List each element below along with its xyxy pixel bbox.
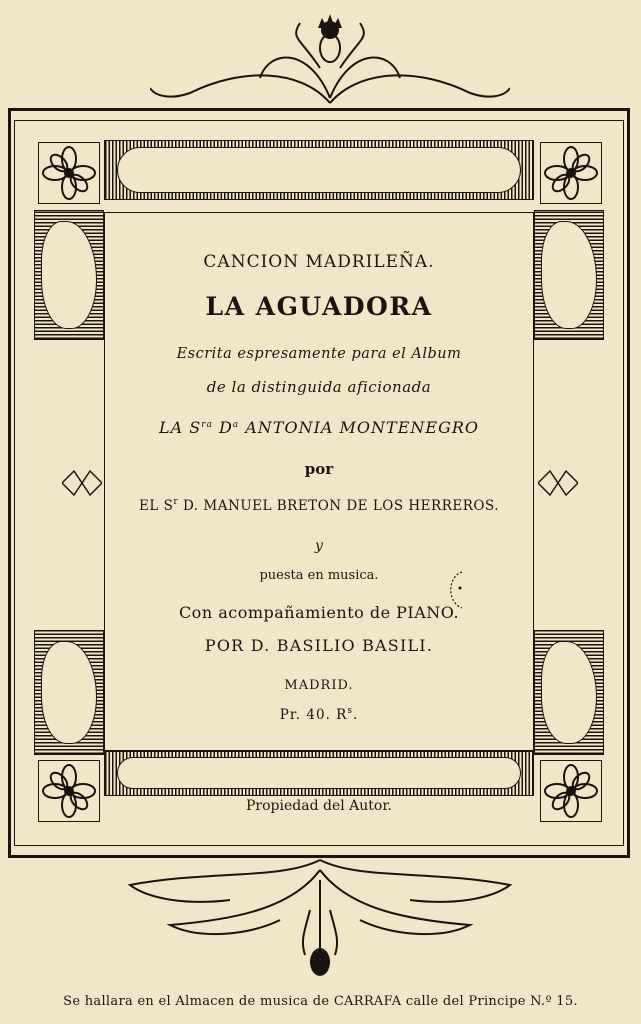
right-upper-panel — [534, 210, 604, 340]
dedication-line-1: Escrita espresamente para el Album — [176, 346, 462, 362]
footer-imprint: Se hallara en el Almacen de musica de CARRAFA calle del Principe N.º 15. — [63, 994, 578, 1009]
composer-line: POR D. BASILIO BASILI. — [204, 636, 434, 655]
city-label: MADRID. — [284, 678, 354, 693]
property-notice: Propiedad del Autor. — [246, 798, 392, 814]
right-lower-panel — [534, 630, 604, 755]
ink-stamp — [442, 568, 476, 612]
por-label: por — [304, 460, 334, 478]
flower-icon — [38, 760, 100, 822]
flower-icon — [540, 760, 602, 822]
conjunction: y — [315, 538, 323, 554]
left-lower-panel — [34, 630, 104, 755]
top-ornament-band — [104, 140, 534, 200]
bottom-ornament-band — [104, 750, 534, 796]
page-title: LA AGUADORA — [205, 292, 433, 321]
lozenge-ornament — [538, 468, 578, 498]
dedicatee: LA $S^{ra}$ $D^a$ ANTONIA MONTENEGRO — [158, 418, 480, 437]
flower-icon — [38, 142, 100, 204]
acanthus-ornament — [110, 850, 530, 980]
top-crest-ornament — [150, 8, 510, 108]
author-line: EL $S^r$ D. MANUEL BRETON DE LOS HERREROS. — [138, 497, 500, 514]
accompaniment-line: Con acompañamiento de PIANO. — [178, 603, 460, 622]
music-line: puesta en musica. — [259, 568, 379, 583]
lozenge-ornament — [62, 468, 102, 498]
subtitle: CANCION MADRILEÑA. — [203, 252, 435, 272]
price-label: Pr. 40. $R^s$. — [279, 706, 359, 723]
flower-icon — [540, 142, 602, 204]
dedication-line-2: de la distinguida aficionada — [206, 378, 432, 396]
left-upper-panel — [34, 210, 104, 340]
